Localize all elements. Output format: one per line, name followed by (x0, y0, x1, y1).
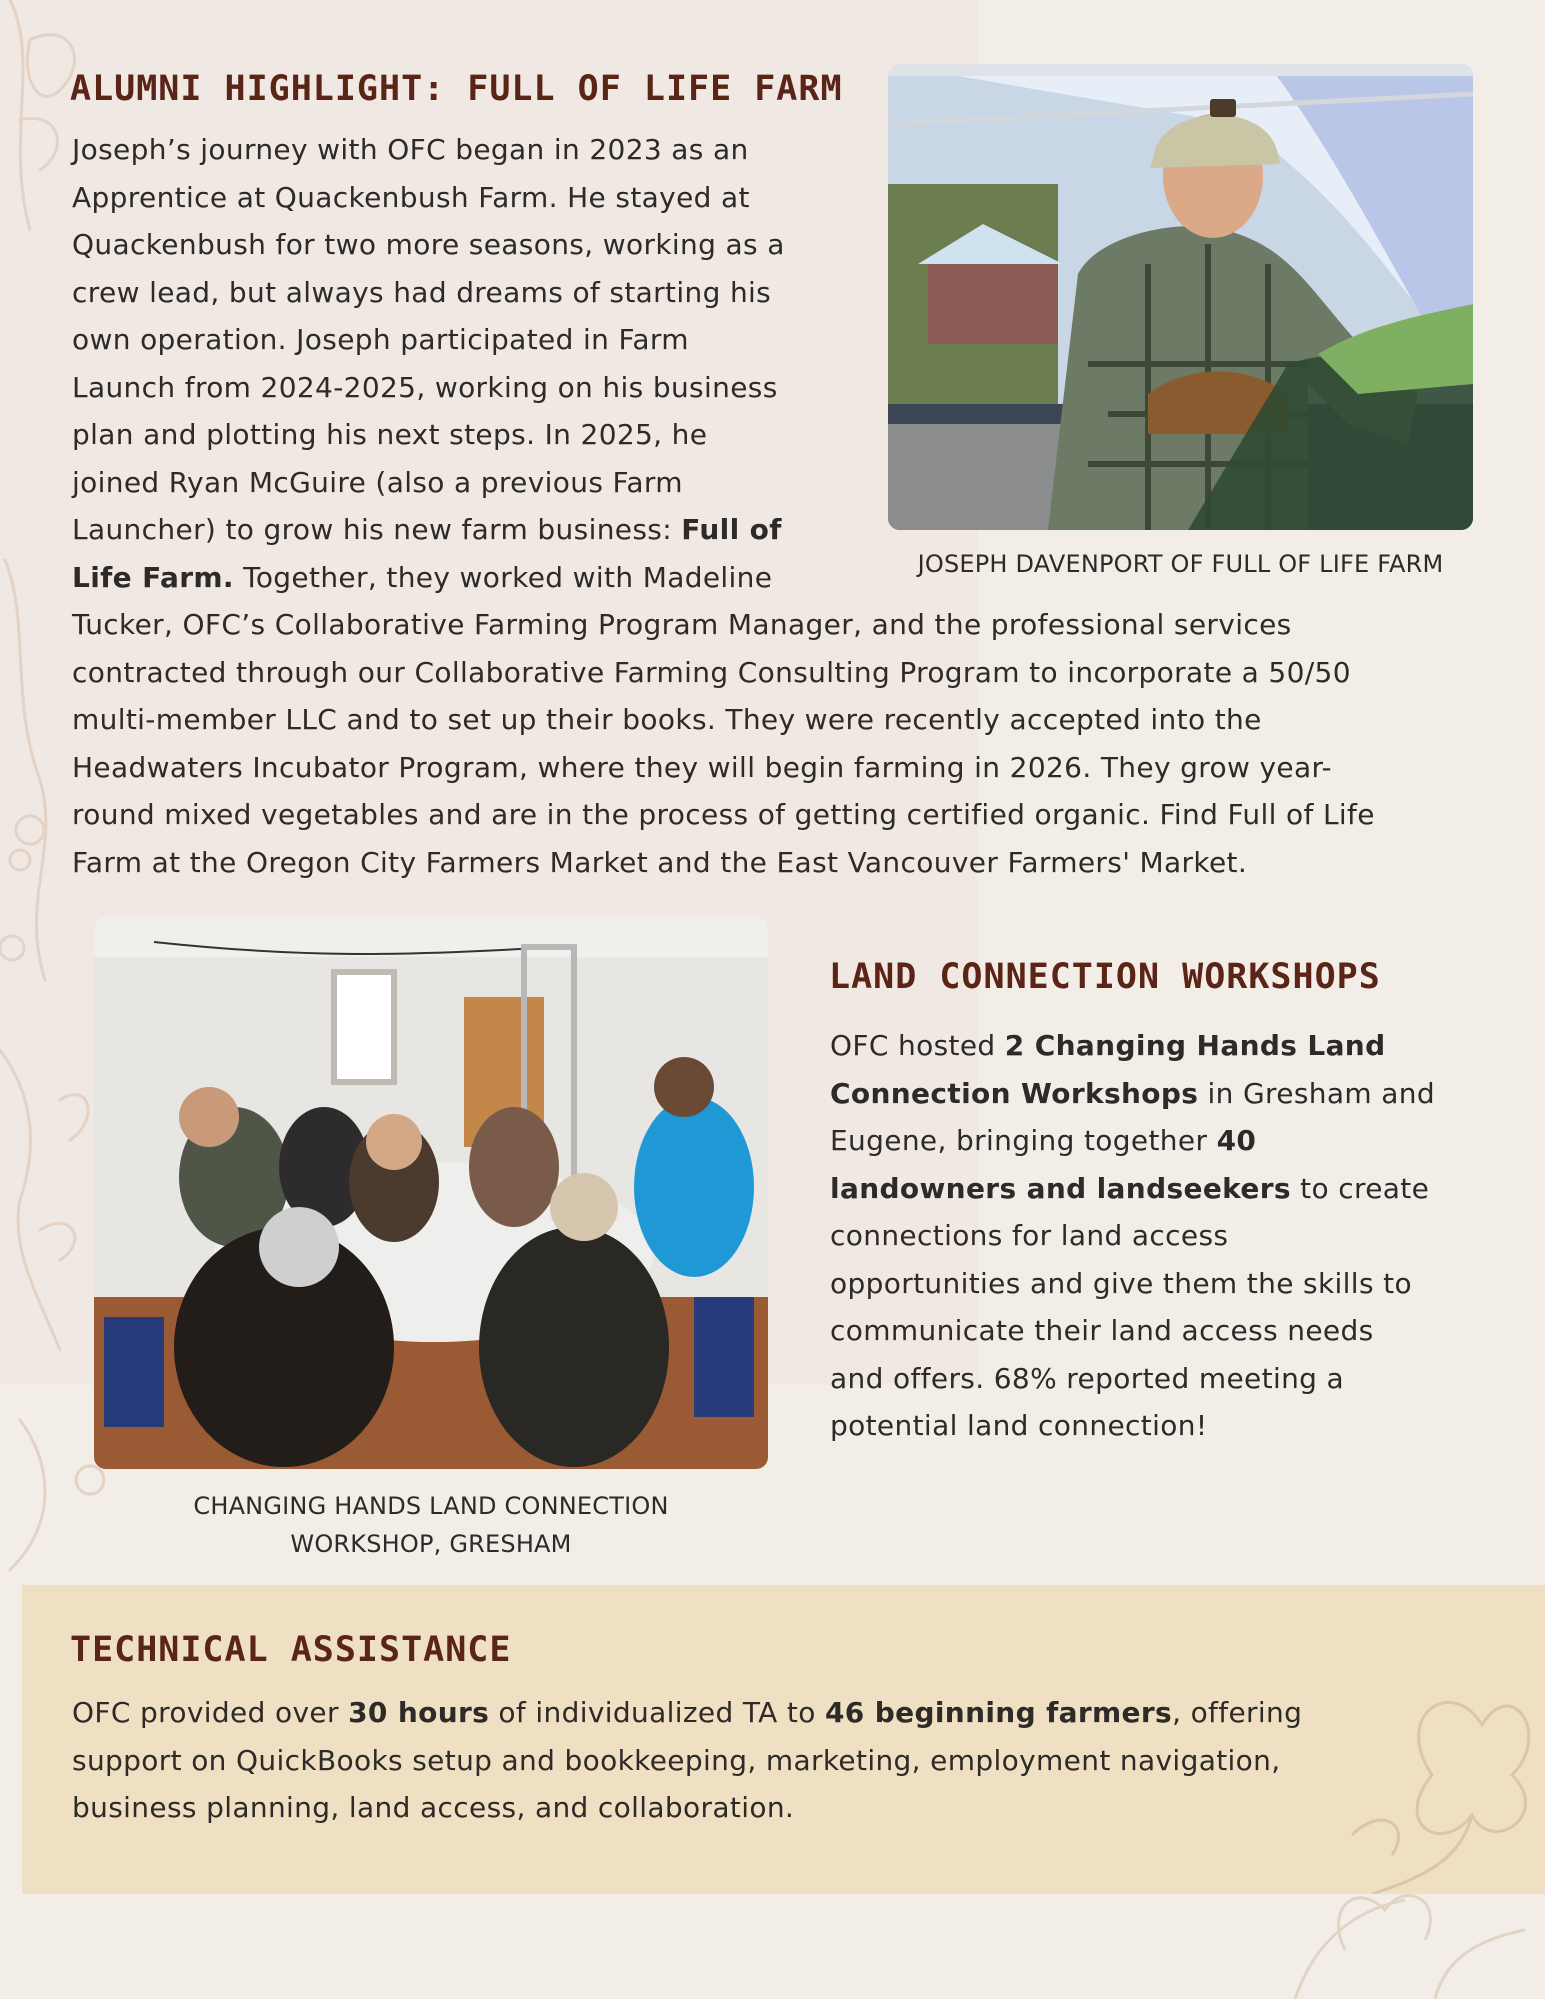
alumni-line: round mixed vegetables and are in the process of getting certified organic. Find Full of Life (72, 798, 1375, 831)
alumni-heading: ALUMNI HIGHLIGHT: FULL OF LIFE FARM (70, 69, 843, 109)
ta-line: business planning, land access, and collaboration. (72, 1791, 795, 1824)
farmer-photo-caption: JOSEPH DAVENPORT OF FULL OF LIFE FARM (917, 550, 1444, 578)
land-text: Eugene, bringing together (830, 1124, 1217, 1157)
alumni-line: plan and plotting his next steps. In 2025, he (72, 418, 708, 451)
ta-text: , offering (1172, 1696, 1303, 1729)
ta-bold-text: 30 hours (348, 1696, 490, 1729)
alumni-text: Launcher) to grow his new farm business: (72, 513, 682, 546)
land-text: to create (1290, 1171, 1430, 1205)
alumni-line: Apprentice at Quackenbush Farm. He stayed at (72, 180, 750, 214)
ta-text: of individualized TA to (489, 1696, 825, 1729)
workshop-caption-line: CHANGING HANDS LAND CONNECTION (193, 1492, 669, 1520)
ta-bold-text: 46 beginning farmers (824, 1696, 1173, 1729)
land-line (830, 1165, 1435, 1213)
land-line: connections for land access (830, 1219, 1229, 1252)
floral-decoration-bottom-right (1235, 1660, 1545, 1999)
alumni-line: Joseph’s journey with OFC began in 2023 as an (72, 133, 749, 166)
alumni-line: Headwaters Incubator Program, where they will begin farming in 2026. They grow year- (72, 750, 1332, 784)
alumni-text: Together, they worked with Madeline (233, 560, 773, 594)
ta-heading: TECHNICAL ASSISTANCE (70, 1630, 512, 1670)
land-line (830, 1070, 1435, 1118)
land-line (830, 1117, 1435, 1165)
workshop-photo (94, 917, 768, 1469)
land-bold-text: Connection Workshops (830, 1076, 1199, 1110)
land-line (830, 1022, 1435, 1070)
land-line: opportunities and give them the skills to (830, 1266, 1412, 1300)
alumni-line: Launch from 2024-2025, working on his business (72, 370, 778, 404)
alumni-line: Tucker, OFC’s Collaborative Farming Program Manager, and the professional services (72, 608, 1292, 641)
alumni-line: Quackenbush for two more seasons, working as a (72, 228, 785, 261)
land-line: and offers. 68% reported meeting a (830, 1361, 1345, 1395)
farm-name-bold: Full of (681, 513, 782, 546)
alumni-line: multi-member LLC and to set up their books. They were recently accepted into the (72, 703, 1262, 736)
land-heading: LAND CONNECTION WORKSHOPS (829, 957, 1381, 997)
alumni-line: joined Ryan McGuire (also a previous Farm (72, 465, 683, 499)
ta-text: OFC provided over (72, 1696, 349, 1729)
alumni-line: contracted through our Collaborative Farming Consulting Program to incorporate a 50/50 (72, 655, 1351, 689)
alumni-line: crew lead, but always had dreams of starting his (72, 275, 772, 309)
land-body (830, 1022, 1435, 1450)
alumni-line: own operation. Joseph participated in Farm (72, 323, 689, 356)
alumni-line: Farm at the Oregon City Farmers Market and the East Vancouver Farmers' Market. (72, 845, 1248, 879)
ta-line: support on QuickBooks setup and bookkeeping, marketing, employment navigation, (72, 1743, 1281, 1777)
land-line: potential land connection! (830, 1409, 1208, 1442)
farmer-photo (888, 64, 1473, 530)
land-bold-text: 40 (1216, 1124, 1257, 1157)
land-bold-text: landowners and landseekers (830, 1171, 1291, 1205)
farm-name-bold: Life Farm. (72, 560, 234, 594)
land-bold-text: 2 Changing Hands Land (1004, 1029, 1386, 1062)
ta-body (72, 1689, 1302, 1832)
workshop-photo-caption (94, 1487, 768, 1563)
workshop-caption-line: WORKSHOP, GRESHAM (290, 1530, 572, 1558)
land-text: OFC hosted (830, 1029, 1005, 1062)
land-line: communicate their land access needs (830, 1314, 1374, 1347)
land-text: in Gresham and (1198, 1076, 1435, 1110)
ta-line (72, 1689, 1302, 1737)
